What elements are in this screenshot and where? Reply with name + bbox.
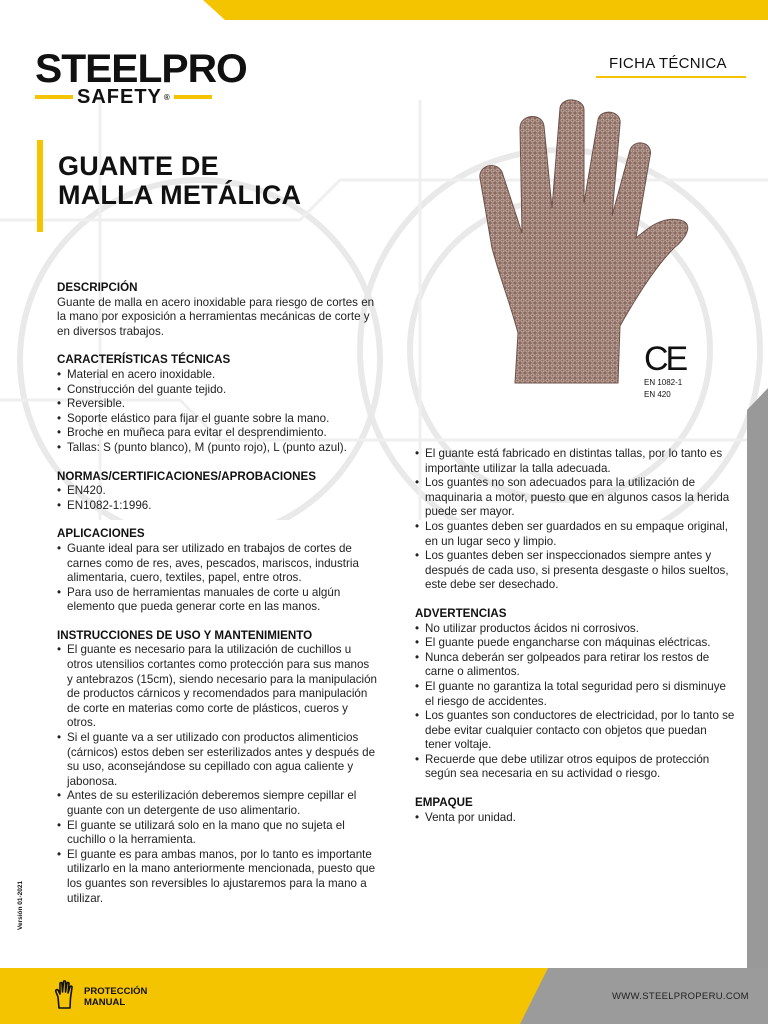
doc-type: FICHA TÉCNICA xyxy=(609,55,727,72)
descripcion-text: Guante de malla en acero inoxidable para riesgo de cortes en la mano por exposición a herramientas mecánicas de corte y en diversos trabajos. xyxy=(57,295,375,338)
list-item: • Material en acero inoxidable. xyxy=(57,368,377,383)
top-accent-bar xyxy=(225,0,768,20)
list-item: • Para uso de herramientas manuales de corte u algún elemento que pueda generar corte en las manos. xyxy=(57,586,377,615)
list-item: • EN420. xyxy=(57,484,377,499)
list-item: • Antes de su esterilización deberemos siempre cepillar el guante con un detergente de uso alimentario. xyxy=(57,789,377,818)
category-line-2: MANUAL xyxy=(84,997,126,1008)
cert-en420: EN 420 xyxy=(644,390,671,399)
section-advertencias xyxy=(415,607,735,782)
version-label: Versión 01-2021 xyxy=(17,880,24,930)
brand-name: STEELPRO xyxy=(35,47,247,91)
list-item: • Broche en muñeca para evitar el desprendimiento. xyxy=(57,426,377,441)
title-accent xyxy=(37,140,43,232)
section-aplicaciones xyxy=(57,527,377,615)
list-item: • No utilizar productos ácidos ni corrosivos. xyxy=(415,622,735,637)
hand-icon xyxy=(54,980,76,1010)
list-item: • El guante se utilizará solo en la mano que no sujeta el cuchillo o la herramienta. xyxy=(57,819,377,848)
list-item: • Los guantes son conductores de electricidad, por lo tanto se debe evitar cualquier contacto con objetos que puedan tener voltaje. xyxy=(415,709,735,753)
side-grey-band xyxy=(747,410,768,970)
section-descripcion xyxy=(57,281,377,339)
list-item: • El guante es para ambas manos, por lo tanto es importante utilizarlo en la mano anteriormente mencionada, puesto que los guantes son reversibles lo ajustaremos para la mano a utilizar. xyxy=(57,848,377,906)
empaque-heading: EMPAQUE xyxy=(415,796,473,810)
product-title xyxy=(58,152,301,210)
list-item: • Reversible. xyxy=(57,397,377,412)
list-item: • Los guantes deben ser inspeccionados siempre antes y después de cada uso, si presenta desgaste o hilos sueltos, este debe ser desechado. xyxy=(415,549,735,593)
list-item: • Los guantes deben ser guardados en su empaque original, en un lugar seco y limpio. xyxy=(415,520,735,549)
logo-rule-right xyxy=(174,95,212,99)
list-item: • El guante es necesario para la utilización de cuchillos u otros utensilios cortantes como protección para sus manos y antebrazos (15cm), siendo necesario para la manipulación de productos cárnicos y recomendados para manipulación de corte en materias como corte de plásticos, cueros y otros. xyxy=(57,643,377,731)
section-empaque xyxy=(415,796,735,825)
ce-mark-icon: CE xyxy=(644,340,686,378)
list-item: • El guante puede engancharse con máquinas eléctricas. xyxy=(415,636,735,651)
list-item: • Venta por unidad. xyxy=(415,811,735,826)
list-item: • Guante ideal para ser utilizado en trabajos de cortes de carnes como de res, aves, pescados, mariscos, industria alimentaria, cuero, textiles, papel, entre otros. xyxy=(57,542,377,586)
right-column xyxy=(415,447,735,839)
list-item: • Recuerde que debe utilizar otros equipos de protección según sea necesaria en su actividad o riesgo. xyxy=(415,753,735,782)
list-item: • Tallas: S (punto blanco), M (punto rojo), L (punto azul). xyxy=(57,441,377,456)
registered-mark: ® xyxy=(163,92,170,102)
list-item: • Construcción del guante tejido. xyxy=(57,383,377,398)
footer-yellow-band xyxy=(0,968,548,1024)
list-item: • Soporte elástico para fijar el guante sobre la mano. xyxy=(57,412,377,427)
instrucciones-heading: INSTRUCCIONES DE USO Y MANTENIMIENTO xyxy=(57,628,313,642)
advertencias-heading: ADVERTENCIAS xyxy=(415,606,507,620)
list-item: • El guante no garantiza la total seguridad pero si disminuye el riesgo de accidentes. xyxy=(415,680,735,709)
website-link[interactable]: WWW.STEELPROPERU.COM xyxy=(612,991,749,1002)
category-line-1: PROTECCIÓN xyxy=(84,986,148,997)
title-line-2: MALLA METÁLICA xyxy=(58,180,302,210)
cert-en1082: EN 1082-1 xyxy=(644,378,683,387)
section-normas xyxy=(57,470,377,514)
category-label xyxy=(84,986,147,1008)
doc-type-underline xyxy=(596,76,746,78)
list-item: • El guante está fabricado en distintas tallas, por lo tanto es importante utilizar la talla adecuada. xyxy=(415,447,735,476)
section-instrucciones-cont xyxy=(415,447,735,593)
brand-sub: SAFETY xyxy=(77,86,162,108)
brand-logo xyxy=(35,47,247,108)
descripcion-heading: DESCRIPCIÓN xyxy=(57,281,138,294)
section-instrucciones xyxy=(57,629,377,906)
normas-heading: NORMAS/CERTIFICACIONES/APROBACIONES xyxy=(57,469,316,483)
list-item: • Los guantes no son adecuados para la utilización de maquinaria a motor, puesto que en algunos casos la herida puede ser mayor. xyxy=(415,476,735,520)
list-item: • Si el guante va a ser utilizado con productos alimenticios (cárnicos) estos deben ser esterilizados antes y después de su uso, aconsejándose su cepillado con agua caliente y jabonosa. xyxy=(57,731,377,789)
aplicaciones-heading: APLICACIONES xyxy=(57,527,145,541)
certification-block xyxy=(644,342,685,400)
title-line-1: GUANTE DE xyxy=(58,151,219,181)
logo-rule-left xyxy=(35,95,73,99)
section-caracteristicas xyxy=(57,353,377,455)
footer xyxy=(0,968,768,1024)
left-column xyxy=(57,281,377,920)
list-item: • EN1082-1:1996. xyxy=(57,499,377,514)
caracteristicas-heading: CARACTERÍSTICAS TÉCNICAS xyxy=(57,353,231,367)
list-item: • Nunca deberán ser golpeados para retirar los restos de carne o alimentos. xyxy=(415,651,735,680)
